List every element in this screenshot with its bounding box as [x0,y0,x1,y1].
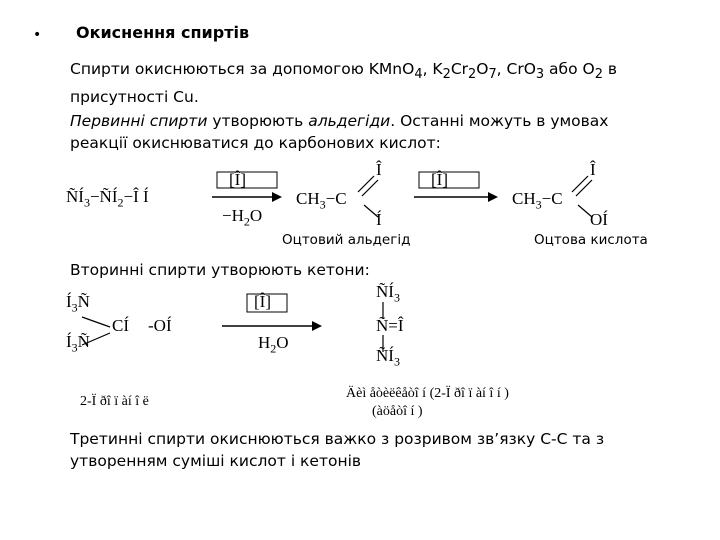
sub: 3 [319,197,326,212]
tertiary-line2: утворенням суміші кислот і кетонів [70,452,362,470]
ketone-top [376,282,400,305]
r2-top-ch3 [66,292,90,315]
intro-text: , K [422,60,443,78]
reactant-ethanol [66,187,149,210]
chem-text: −ÑÍ [89,187,118,206]
arrow3-bottom-label [258,333,289,356]
ketone-mid: Ñ=Î [376,316,404,335]
intro-text: Спирти окиснюються за допомогою KMnO [70,60,415,78]
intro-line2: присутності Cu. [70,88,199,107]
chem-text: O [276,333,289,352]
sub: 2 [468,67,477,83]
chem-text: ÑÍ [376,282,394,301]
sub: 2 [117,195,124,210]
sub: 3 [71,340,78,355]
chem-text: Í [66,292,72,311]
sub: 2 [594,67,603,83]
acid-o: Î [590,160,596,179]
sub: 2 [270,341,277,356]
arrow1-bottom-label [222,206,262,229]
aldehyde-formula [296,189,347,212]
section-title: Окиснення спиртів [76,23,250,42]
tertiary-paragraph [70,428,670,472]
chem-text: −C [541,189,563,208]
intro-text: Cr [450,60,469,78]
chem-text: O [249,206,263,225]
sub: 3 [535,197,542,212]
caption-acetone: (àöåòî í ) [372,404,423,419]
sub: 3 [393,290,400,305]
chem-text: ÑÍ [376,346,394,365]
arrow2-top-label: [Î] [431,170,448,189]
primary-text: утворюють [207,112,309,130]
secondary-text: Вторинні спирти утворюють кетони: [70,261,370,279]
sub: 4 [414,67,423,83]
sub: 2 [442,67,451,83]
chem-text: −Î Í [123,187,149,206]
tertiary-line1: Третинні спирти окиснюються важко з розривом зв’язку С-С та з [70,430,605,448]
label-aldehyde: Оцтовий альдегід [282,232,411,248]
primary-italic: Первинні спирти [70,112,208,130]
chem-text: CH [296,189,320,208]
aldehyde-h: Í [376,210,382,229]
r2-bottom-ch3 [66,332,90,355]
aldehyde-o: Î [376,160,382,179]
caption-propanone: Äèì åòèëêåòî í (2-Ï ðî ï àí î í ) [346,386,509,401]
caption-propanol: 2-Ï ðî ï àí î ë [80,394,149,409]
sub: 3 [535,67,545,83]
chem-text: ÑÍ [66,187,84,206]
chem-text: −C [325,189,347,208]
intro-text: , CrO [496,60,536,78]
sub: 7 [488,67,497,83]
sub: 2 [243,214,250,229]
sub: 3 [393,354,400,369]
sub: 3 [71,300,78,315]
acid-oh: OÍ [590,210,608,229]
intro-text: в [602,60,618,78]
sub: 3 [83,195,90,210]
chem-text: Í [66,332,72,351]
chem-text: −H [222,206,244,225]
chem-text: Ñ [77,292,90,311]
primary-italic: альдегіди [308,112,391,130]
acid-formula [512,189,563,212]
intro-text: O [476,60,489,78]
bullet: • [33,27,42,43]
intro-text: або O [544,60,595,78]
arrow3-top-label: [Î] [254,292,271,311]
r2-oh: -OÍ [148,316,172,335]
r2-center: CÍ [112,316,129,335]
arrow1-top-label: [Î] [229,170,246,189]
primary-text: . Останні можуть в умовах [390,112,609,130]
label-acid: Оцтова кислота [534,232,648,248]
chem-text: CH [512,189,536,208]
ketone-bottom [376,346,400,369]
chem-text: Ñ [77,332,90,351]
primary-line2: реакції окиснюватися до карбонових кислот: [70,134,441,152]
chem-text: H [258,333,271,352]
